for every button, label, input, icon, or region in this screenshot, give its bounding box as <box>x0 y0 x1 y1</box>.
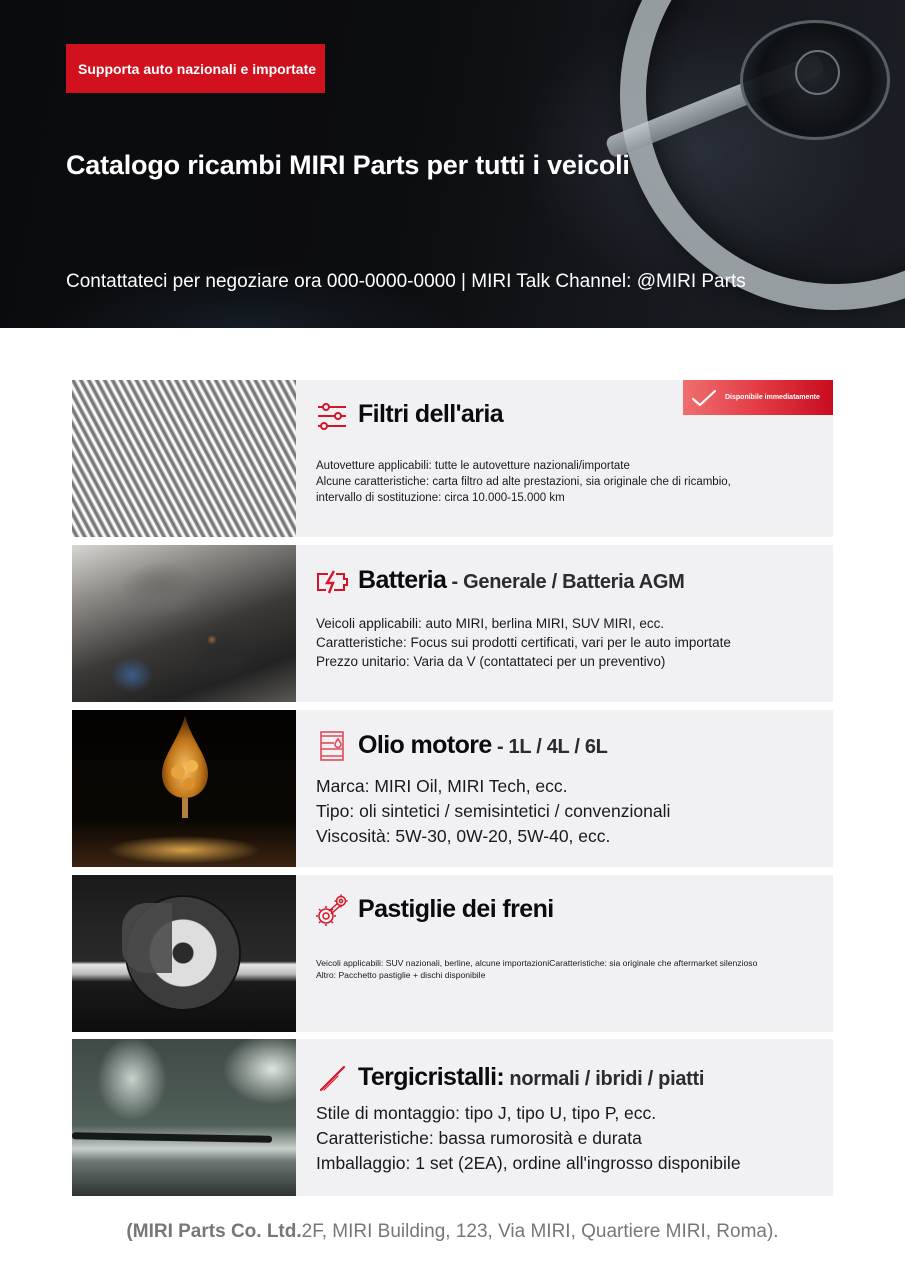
oil-drop-image <box>72 710 296 867</box>
product-description <box>316 957 757 981</box>
description-line: Veicoli applicabili: SUV nazionali, berline, alcune importazioniCaratteristiche: sia originale che aftermarket silenzioso <box>316 958 758 968</box>
product-title-main: Tergicristalli: <box>358 1063 505 1091</box>
product-subtitle: - Generale / Batteria AGM <box>446 571 685 593</box>
product-description <box>316 614 731 671</box>
product-title <box>358 731 608 760</box>
product-title-main: Batteria <box>358 566 447 594</box>
product-description <box>316 774 670 849</box>
description-line: Caratteristiche: bassa rumorosità e durata <box>316 1128 642 1148</box>
product-description <box>316 1101 741 1176</box>
description-line: Autovetture applicabili: tutte le autovetture nazionali/importate <box>316 460 630 472</box>
gears-piston-icon <box>316 893 348 925</box>
sliders-icon <box>316 401 348 433</box>
engine-bay-image <box>72 545 296 702</box>
contact-info: Contattateci per negoziare ora 000-0000-0000 | MIRI Talk Channel: @MIRI Parts <box>66 271 746 292</box>
description-line: Marca: MIRI Oil, MIRI Tech, ecc. <box>316 776 568 796</box>
description-line: Alcune caratteristiche: carta filtro ad alte prestazioni, sia originale che di ricambio, <box>316 476 731 488</box>
description-line: Imballaggio: 1 set (2EA), ordine all'ingrosso disponibile <box>316 1153 741 1173</box>
wiper-blade-icon <box>316 1062 348 1094</box>
product-title <box>358 400 503 429</box>
hero-tag-label: Supporta auto nazionali e importate <box>66 44 325 93</box>
product-card-brake-pads <box>72 875 833 1032</box>
description-line: Veicoli applicabili: auto MIRI, berlina MIRI, SUV MIRI, ecc. <box>316 616 665 631</box>
product-title-main: Filtri dell'aria <box>358 400 504 428</box>
product-title <box>358 1063 704 1092</box>
product-card-air-filter <box>72 380 833 537</box>
address-text: 2F, MIRI Building, 123, Via MIRI, Quartiere MIRI, Roma). <box>301 1221 779 1242</box>
description-line: Viscosità: 5W-30, 0W-20, 5W-40, ecc. <box>316 826 611 846</box>
air-filter-image <box>72 380 296 537</box>
description-line: Altro: Pacchetto pastiglie + dischi disponibile <box>316 970 486 980</box>
description-line: Stile di montaggio: tipo J, tipo U, tipo P, ecc. <box>316 1103 657 1123</box>
product-subtitle: - 1L / 4L / 6L <box>491 736 608 758</box>
description-line: Tipo: oli sintetici / semisintetici / convenzionali <box>316 801 671 821</box>
company-address <box>0 1221 905 1243</box>
product-card-battery <box>72 545 833 702</box>
oil-barrel-icon <box>316 730 348 762</box>
windshield-wiper-image <box>72 1039 296 1196</box>
product-title-main: Olio motore <box>358 731 492 759</box>
product-description <box>316 458 731 506</box>
brake-disc-image <box>72 875 296 1032</box>
description-line: Caratteristiche: Focus sui prodotti certificati, vari per le auto importate <box>316 635 731 650</box>
company-name: (MIRI Parts Co. Ltd. <box>126 1221 302 1242</box>
product-title-main: Pastiglie dei freni <box>358 895 554 923</box>
badge-label: Disponibile immediatamente <box>725 394 820 401</box>
product-card-wipers <box>72 1039 833 1196</box>
product-title <box>358 566 685 595</box>
product-title <box>358 895 554 924</box>
description-line: Prezzo unitario: Varia da V (contattateci per un preventivo) <box>316 654 666 669</box>
description-line: intervallo di sostituzione: circa 10.000-15.000 km <box>316 492 565 504</box>
battery-charging-icon <box>316 566 348 598</box>
product-card-engine-oil <box>72 710 833 867</box>
hero-banner <box>0 0 905 328</box>
page-title: Catalogo ricambi MIRI Parts per tutti i veicoli <box>66 150 630 180</box>
product-subtitle: normali / ibridi / piatti <box>504 1068 705 1090</box>
car-logo-icon <box>795 50 840 95</box>
